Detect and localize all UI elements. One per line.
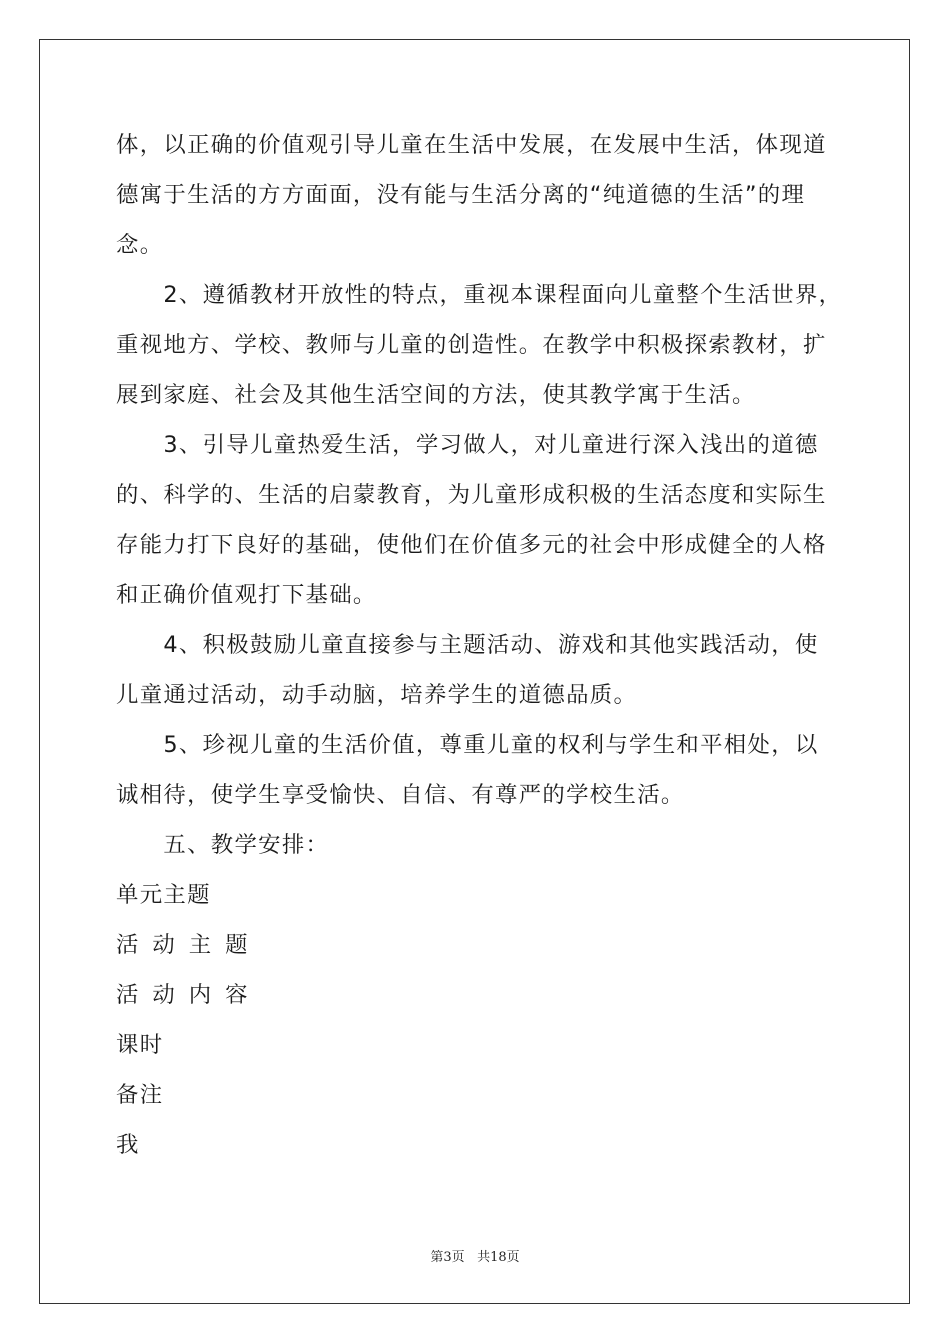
paragraph-line: 3、引导儿童热爱生活，学习做人，对儿童进行深入浅出的道德: [116, 432, 819, 458]
paragraph-line: 德寓于生活的方方面面，没有能与生活分离的“纯道德的生活”的理: [116, 182, 806, 208]
table-header-remarks: 备注: [116, 1082, 164, 1108]
table-header-activity-content: 活动内容: [116, 982, 262, 1008]
table-header-class-hours: 课时: [116, 1032, 164, 1058]
paragraph-line: 重视地方、学校、教师与儿童的创造性。在教学中积极探索教材，扩: [116, 332, 827, 358]
page-footer: [0, 1246, 950, 1265]
paragraph-line: 诚相待，使学生享受愉快、自信、有尊严的学校生活。: [116, 782, 685, 808]
page-number: 第3页: [430, 1250, 465, 1265]
paragraph-line: 5、珍视儿童的生活价值，尊重儿童的权利与学生和平相处，以: [116, 732, 819, 758]
page-total: 共18页: [477, 1250, 520, 1265]
paragraph-line: 存能力打下良好的基础，使他们在价值多元的社会中形成健全的人格: [116, 532, 827, 558]
page-border: [39, 39, 910, 1304]
paragraph-line: 的、科学的、生活的启蒙教育，为儿童形成积极的生活态度和实际生: [116, 482, 827, 508]
paragraph-line: 体，以正确的价值观引导儿童在生活中发展，在发展中生活，体现道: [116, 132, 827, 158]
paragraph-line: 2、遵循教材开放性的特点，重视本课程面向儿童整个生活世界，: [116, 282, 843, 308]
paragraph-line: 展到家庭、社会及其他生活空间的方法，使其教学寓于生活。: [116, 382, 756, 408]
table-header-unit-theme: 单元主题: [116, 882, 211, 908]
table-header-activity-theme: 活动主题: [116, 932, 262, 958]
section-heading: 五、教学安排：: [116, 832, 330, 858]
paragraph-line: 儿童通过活动，动手动脑，培养学生的道德品质。: [116, 682, 638, 708]
paragraph-line: 4、积极鼓励儿童直接参与主题活动、游戏和其他实践活动，使: [116, 632, 819, 658]
table-cell: 我: [116, 1132, 140, 1158]
paragraph-line: 念。: [116, 232, 164, 258]
paragraph-line: 和正确价值观打下基础。: [116, 582, 377, 608]
